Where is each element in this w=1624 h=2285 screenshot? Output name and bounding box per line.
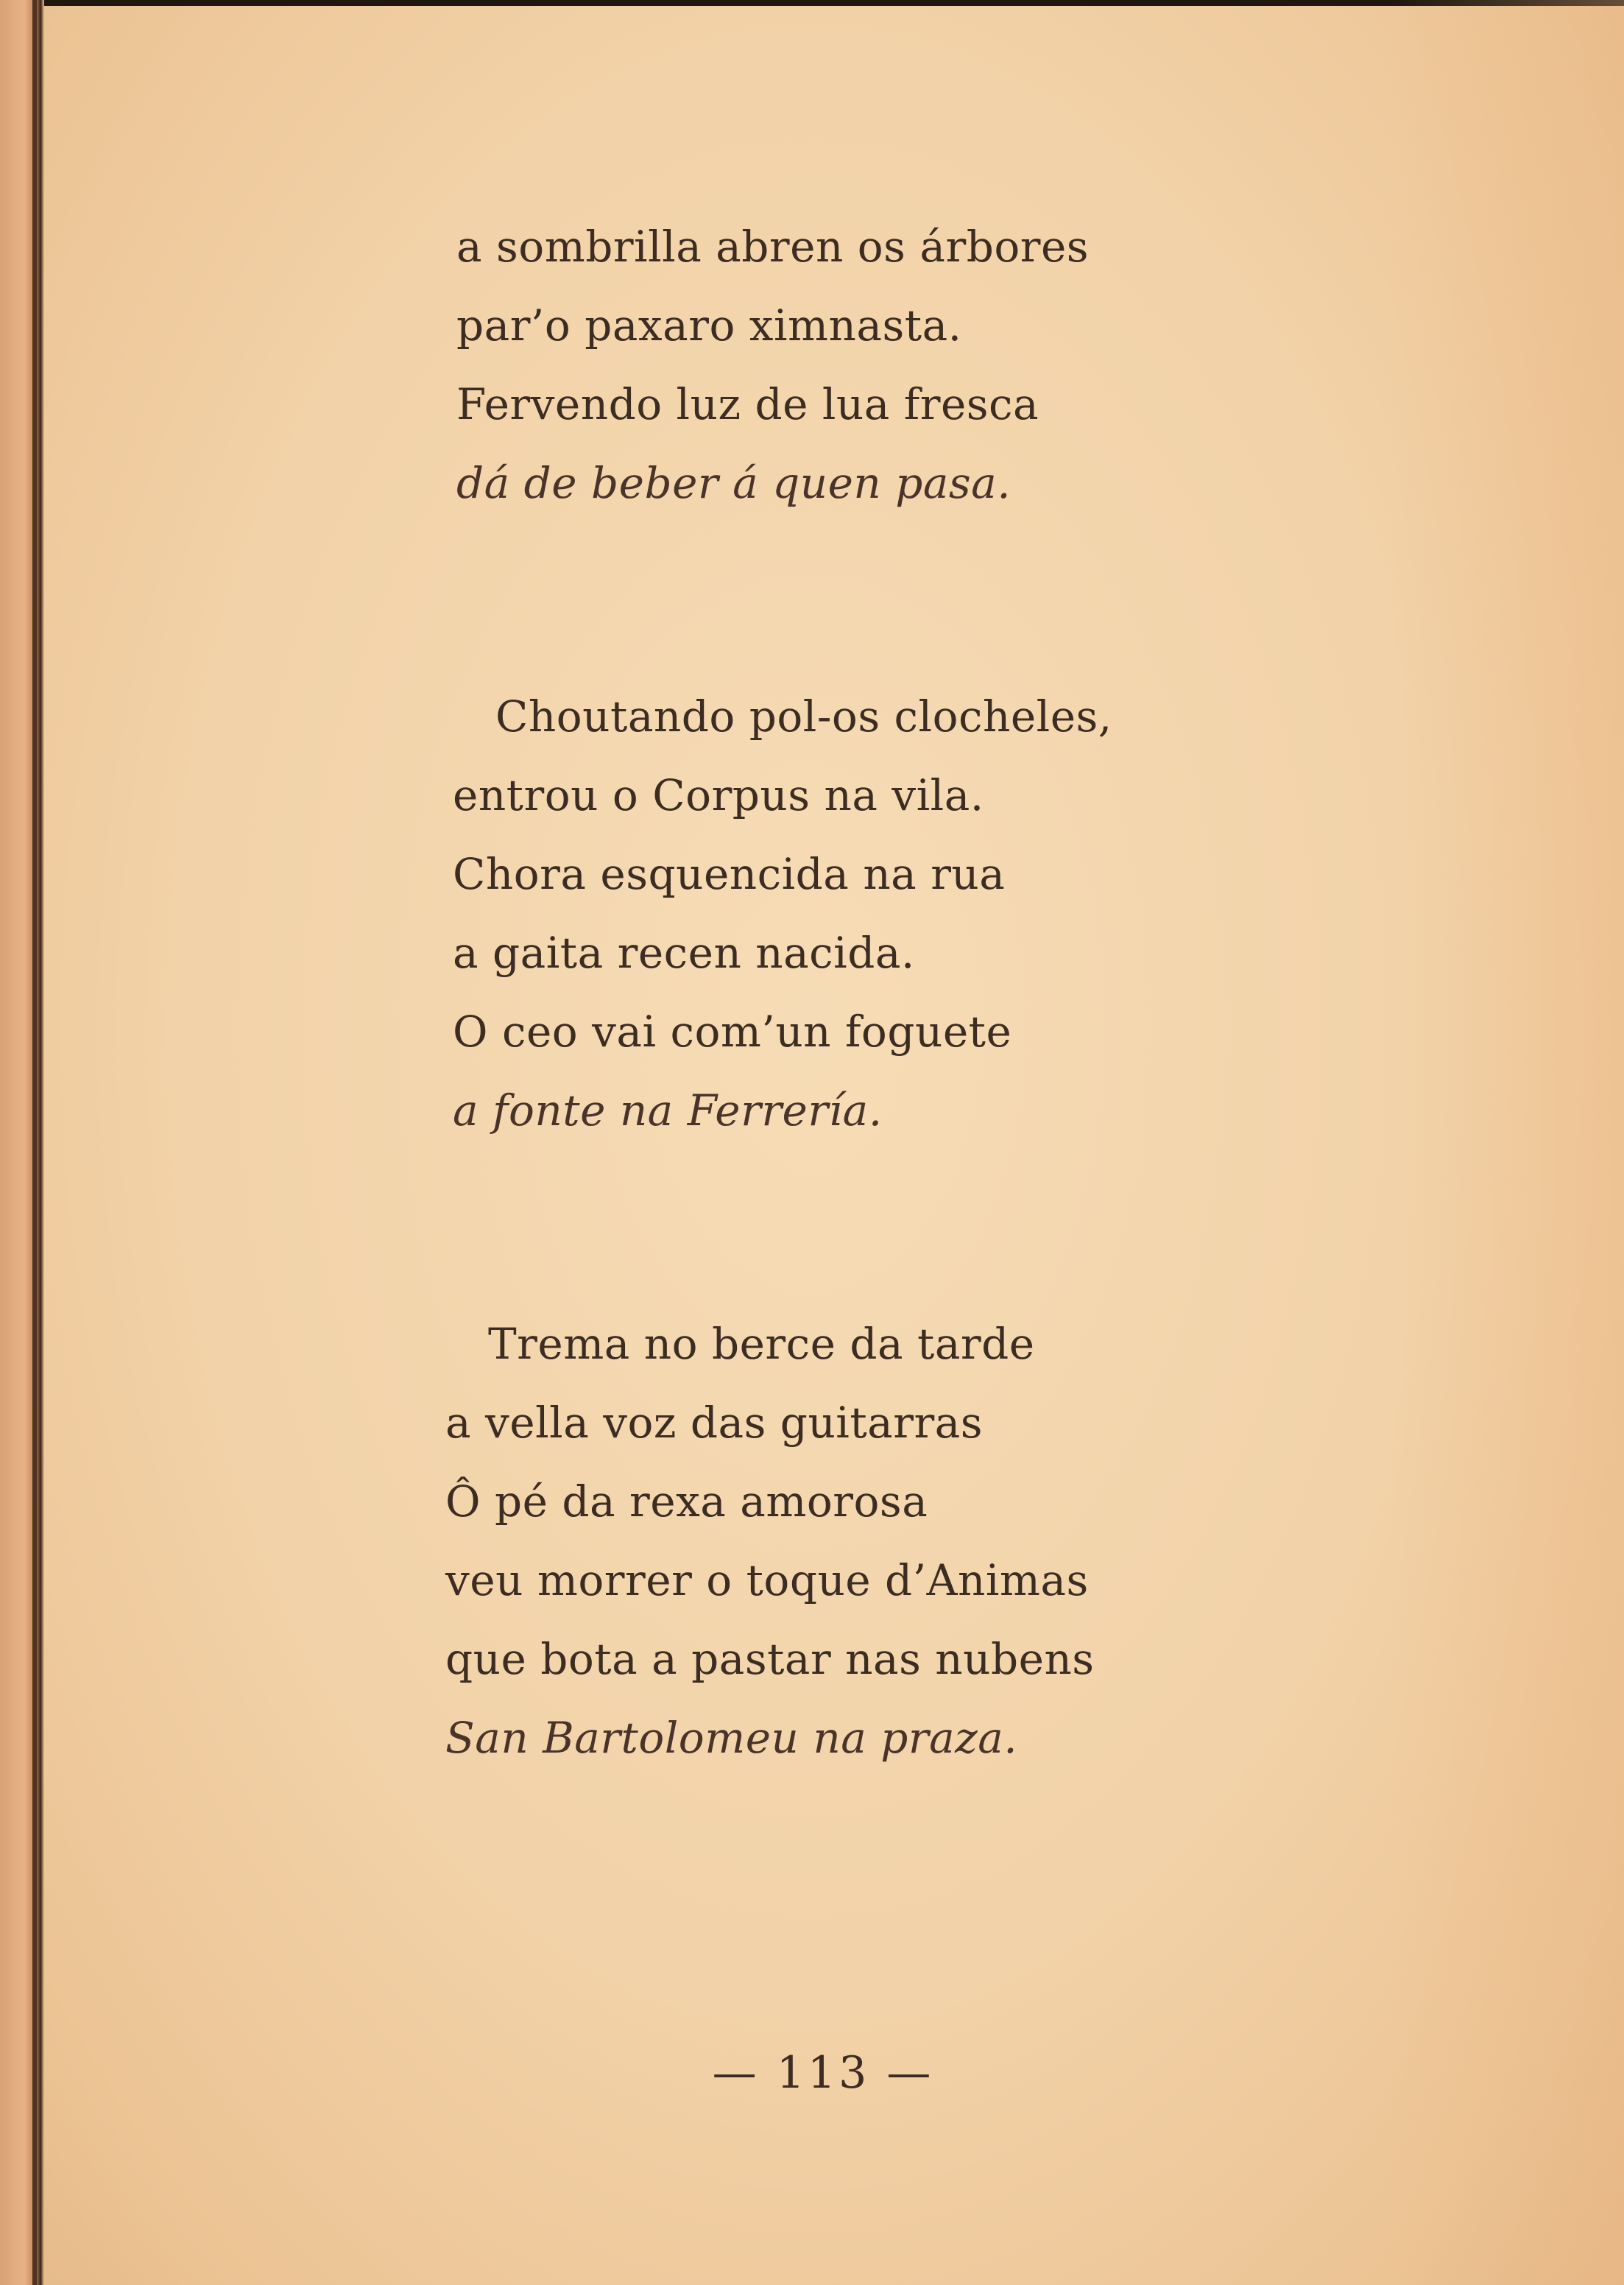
spine-line (32, 0, 37, 2285)
poem-line-italic: a fonte na Ferrería. (453, 1085, 883, 1136)
poem-line: par’o paxaro ximnasta. (456, 300, 962, 351)
binding-edge (0, 0, 44, 2285)
poem-line: Fervendo luz de lua fresca (456, 379, 1039, 429)
poem-line: Ô pé da rexa amorosa (445, 1476, 928, 1527)
page-top-edge (0, 0, 1624, 6)
poem-line: entrou o Corpus na vila. (453, 770, 984, 820)
poem-line: Choutando pol-os clocheles, (495, 691, 1112, 742)
poem-line-italic: dá de beber á quen pasa. (456, 458, 1012, 508)
poem-line: a gaita recen nacida. (453, 928, 915, 978)
poem-stanza (456, 208, 1089, 523)
poem-stanza (445, 1305, 1095, 1778)
poem-line: Chora esquencida na rua (453, 849, 1006, 899)
poem-line: veu morrer o toque d’Animas (445, 1555, 1089, 1605)
page-shading (1388, 0, 1624, 2285)
poem-line: O ceo vai com’un foguete (453, 1007, 1012, 1057)
poem-line-italic: San Bartolomeu na praza. (445, 1713, 1018, 1763)
poem-line: a vella voz das guitarras (445, 1398, 984, 1448)
poem-line: que bota a pastar nas nubens (445, 1634, 1095, 1684)
poem-stanza (453, 677, 1112, 1150)
poem-line: a sombrilla abren os árbores (456, 222, 1090, 272)
poem-line: Trema no berce da tarde (488, 1319, 1035, 1369)
page-number: — 113 — (712, 2047, 934, 2099)
